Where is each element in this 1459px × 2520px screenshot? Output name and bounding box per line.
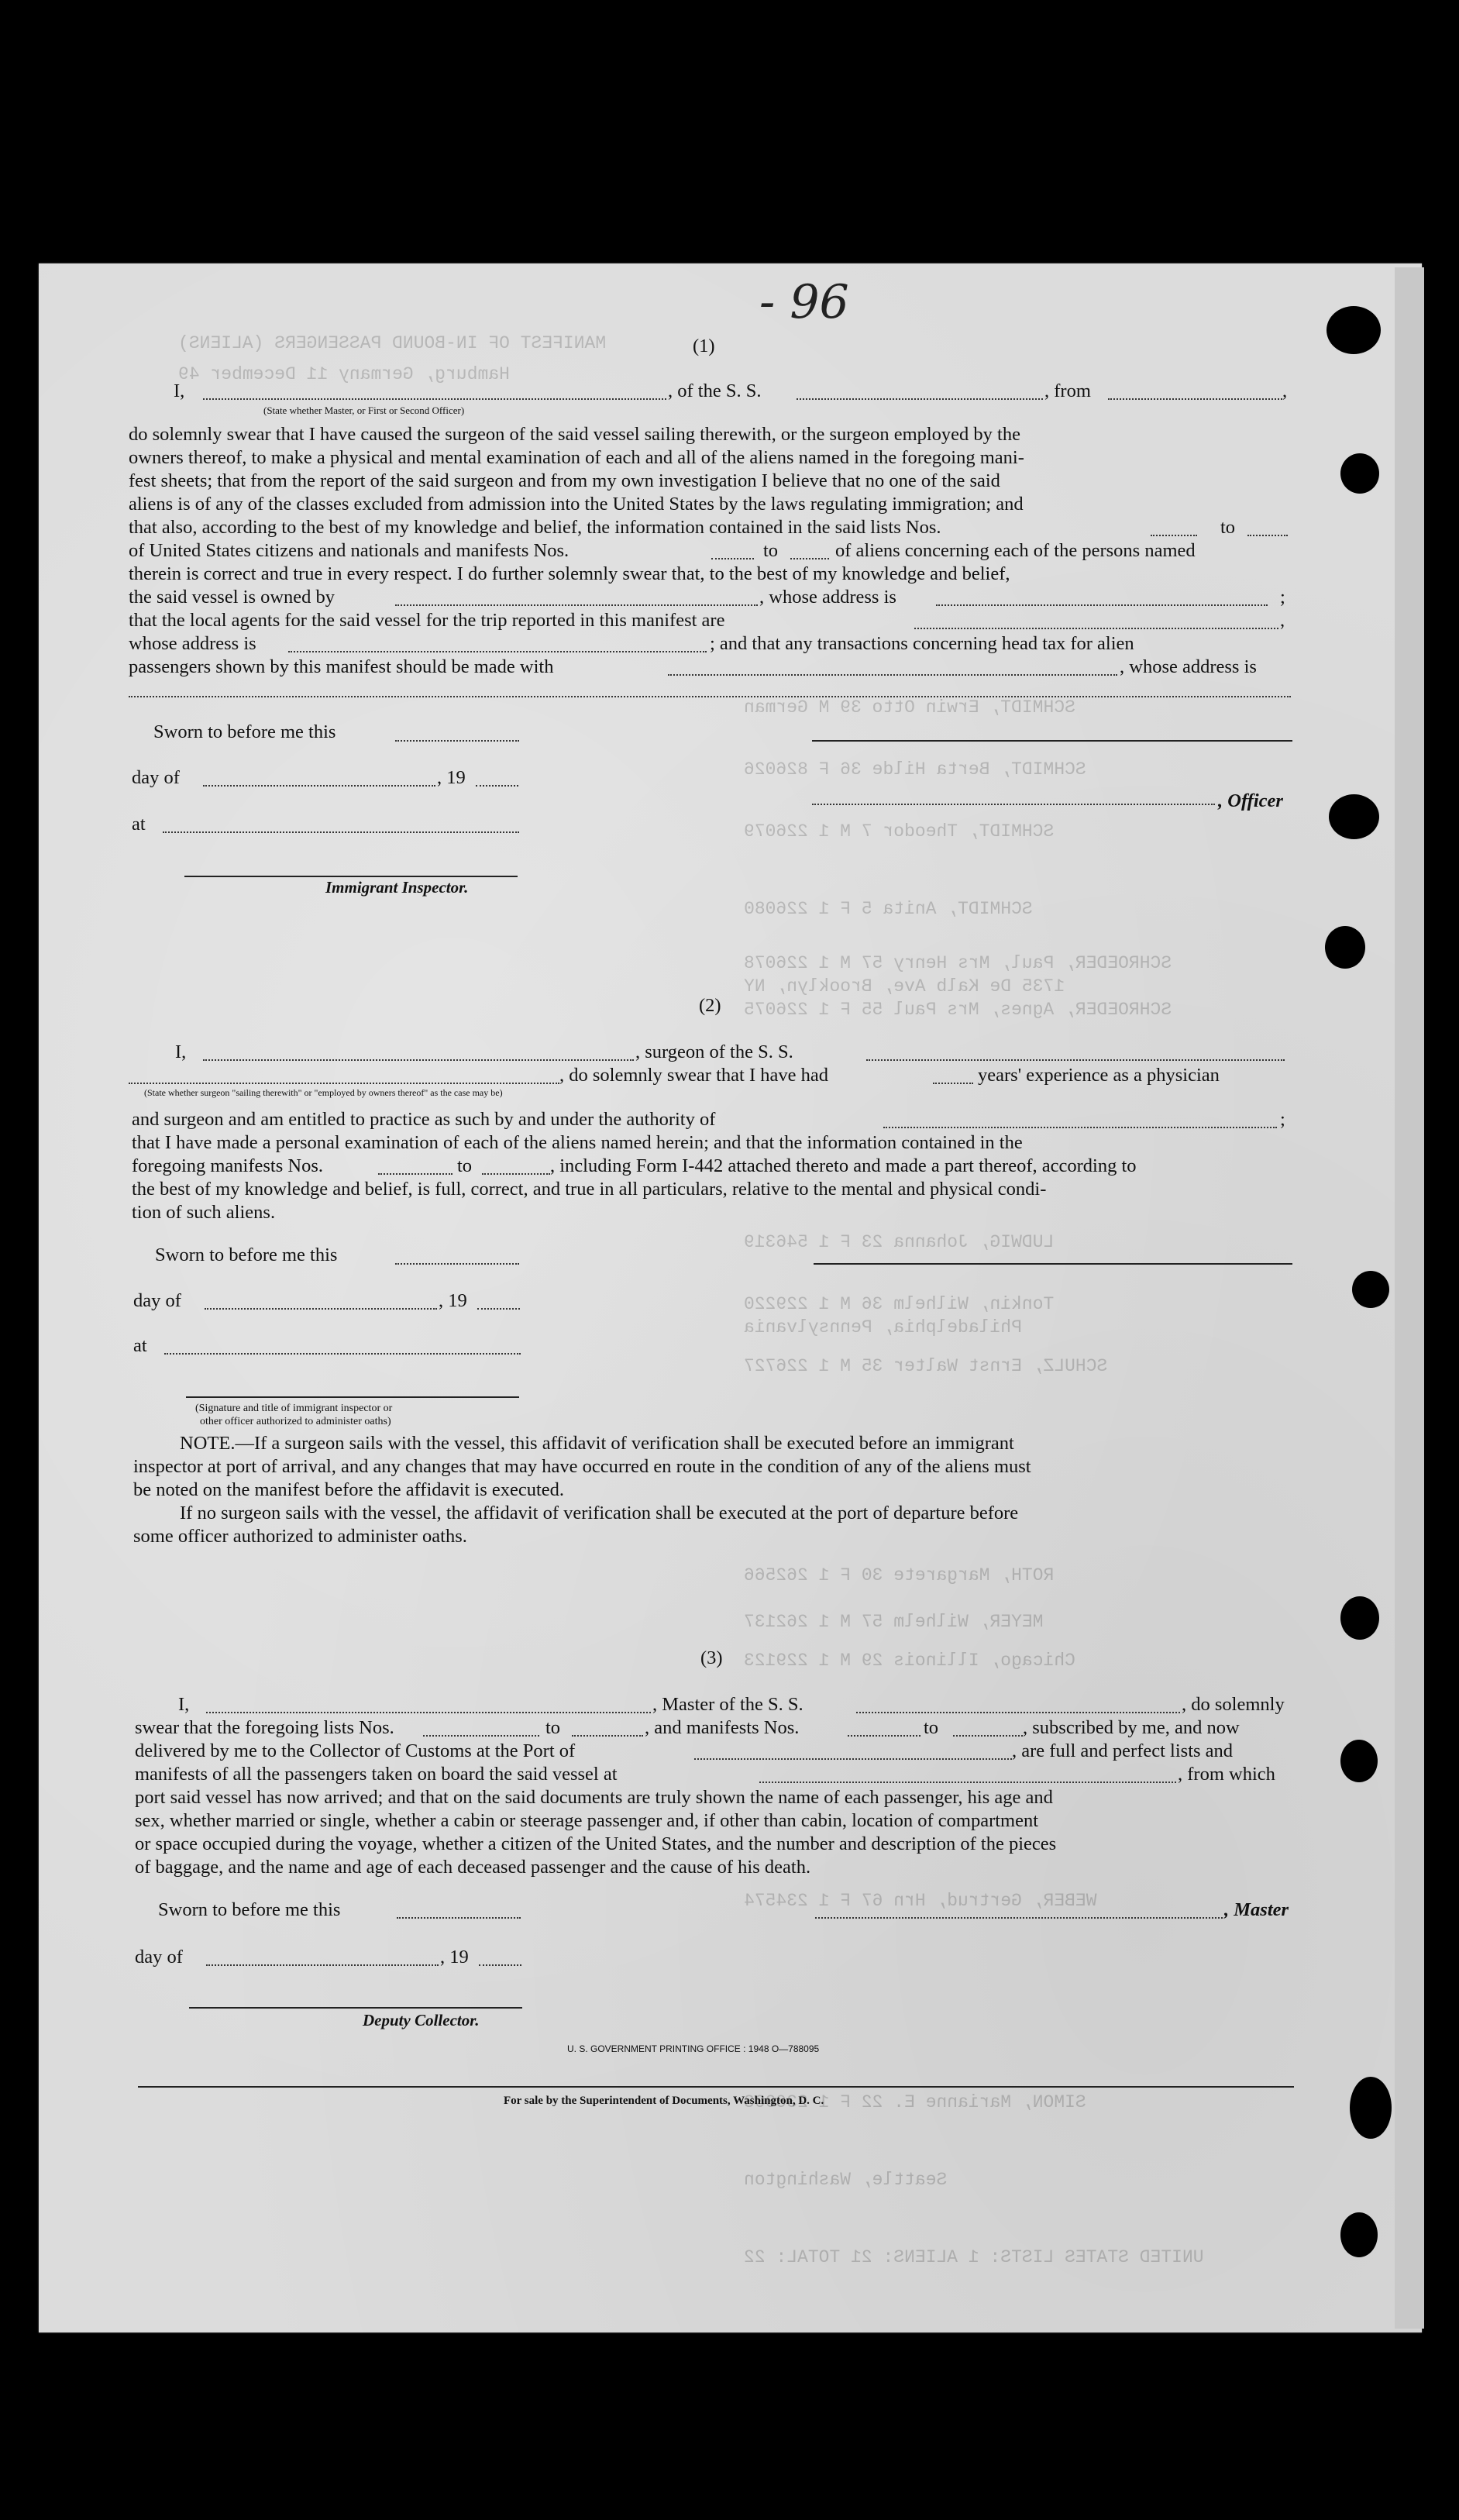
page-edge: [1395, 267, 1424, 2329]
bleed-through-line: 1735 De Kalb Ave, Brooklyn, NY: [744, 976, 1065, 997]
handwritten-page-mark: - 96: [759, 275, 849, 329]
text: years' experience as a physician: [978, 1065, 1220, 1086]
section-number: (1): [693, 336, 715, 356]
blank-field: [206, 1712, 651, 1713]
paragraph-line: therein is correct and true in every respect. I do further solemnly swear that, to the best of my knowledge and belief,: [129, 563, 1010, 584]
text: foregoing manifests Nos.: [132, 1155, 323, 1176]
day-of-label: day of: [135, 1947, 183, 1967]
paragraph-line: that I have made a personal examination of each of the aliens named herein; and that the information contained in the: [132, 1132, 1023, 1153]
text: passengers shown by this manifest should be made with: [129, 656, 554, 677]
text: , from which: [1178, 1764, 1275, 1785]
bleed-through-line: MEYER, Wilhelm 57 M 1 262137: [744, 1612, 1044, 1632]
blank-field: [572, 1735, 643, 1737]
bleed-through-line: MANIFEST OF IN-BOUND PASSENGERS (ALIENS): [178, 333, 607, 353]
bleed-through-line: Chicago, Illinois 29 M 1 229123: [744, 1651, 1075, 1671]
text: I,: [174, 380, 185, 401]
sworn-label: Sworn to before me this: [158, 1899, 341, 1920]
text: ;: [1280, 587, 1285, 608]
sworn-label: Sworn to before me this: [155, 1245, 338, 1265]
text: , surgeon of the S. S.: [635, 1041, 793, 1062]
text: that the local agents for the said vessel for the trip reported in this manifest are: [129, 610, 725, 631]
blank-field: [378, 1173, 452, 1175]
bleed-through-line: SIMON, Marianne E. 22 F 1 236003: [744, 2092, 1086, 2112]
paragraph-line: the best of my knowledge and belief, is full, correct, and true in all particulars, relative to the mental and physical condi-: [132, 1179, 1047, 1200]
bleed-through-line: WEBER, Gertrud, Hrn 67 F 1 234574: [744, 1891, 1097, 1911]
blank-field: [1151, 535, 1197, 536]
paragraph-line: aliens is of any of the classes excluded from admission into the United States by the laws regulating immigration; and: [129, 494, 1024, 515]
text: , Master of the S. S.: [652, 1694, 803, 1715]
sale-note: For sale by the Superintendent of Documents, Washington, D. C.: [504, 2095, 824, 2107]
bleed-through-line: ROTH, Margarete 30 F 1 262566: [744, 1565, 1055, 1585]
text: to: [763, 540, 779, 561]
blank-field: [423, 1735, 539, 1737]
day-of-label: day of: [133, 1290, 181, 1311]
text: ,: [1280, 610, 1285, 631]
blank-field: [477, 1308, 520, 1310]
blank-field: [163, 831, 519, 833]
text: I,: [175, 1041, 187, 1062]
blank-field: [694, 1758, 1012, 1760]
blank-field: [790, 558, 829, 559]
note-line: be noted on the manifest before the affidavit is executed.: [133, 1479, 565, 1500]
text: , whose address is: [759, 587, 896, 608]
text: swear that the foregoing lists Nos.: [135, 1717, 394, 1738]
blank-field: [397, 1917, 521, 1919]
field-note: (State whether surgeon "sailing therewith" or "employed by owners thereof" as the case may be): [144, 1087, 503, 1098]
blank-field: [129, 696, 1291, 697]
at-label: at: [133, 1335, 147, 1356]
bleed-through-line: Hamburg, Germany 11 December 49: [178, 364, 510, 384]
inspector-label: Immigrant Inspector.: [325, 878, 469, 897]
paragraph-line: or space occupied during the voyage, whether a citizen of the United States, and the number and description of the pieces: [135, 1833, 1057, 1854]
text: to: [1220, 517, 1236, 538]
note-line: some officer authorized to administer oaths.: [133, 1526, 467, 1547]
master-label: , Master: [1224, 1899, 1289, 1920]
paragraph-line: that also, according to the best of my knowledge and belief, the information contained in the said lists Nos.: [129, 517, 941, 538]
paragraph-line: tion of such aliens.: [132, 1202, 276, 1223]
text: to: [545, 1717, 561, 1738]
text: ,: [1282, 380, 1288, 401]
blank-field: [479, 1964, 521, 1966]
blank-field: [1108, 398, 1282, 400]
text: and surgeon and am entitled to practice as such by and under the authority of: [132, 1109, 716, 1130]
collector-label: Deputy Collector.: [363, 2011, 480, 2029]
year-label: , 19: [439, 1290, 467, 1311]
printing-office: U. S. GOVERNMENT PRINTING OFFICE : 1948 O—788095: [567, 2043, 820, 2054]
text: , whose address is: [1120, 656, 1257, 677]
text: manifests of all the passengers taken on board the said vessel at: [135, 1764, 618, 1785]
text: to: [457, 1155, 473, 1176]
text: , of the S. S.: [668, 380, 762, 401]
blank-field: [203, 1059, 634, 1061]
punch-hole: [1329, 794, 1379, 839]
bleed-through-line: Tonkin, Wilhelm 36 M 1 229220: [744, 1294, 1055, 1314]
bleed-through-line: Philadelphia, Pennsylvania: [744, 1317, 1022, 1337]
year-label: , 19: [437, 767, 466, 788]
blank-field: [866, 1059, 1285, 1061]
signature-caption: other officer authorized to administer oaths): [200, 1416, 391, 1427]
text: I,: [178, 1694, 190, 1715]
officer-label: , Officer: [1218, 790, 1283, 811]
bleed-through-line: SCHULZ, Ernst Walter 35 M 1 226727: [744, 1356, 1108, 1376]
text: , are full and perfect lists and: [1012, 1740, 1234, 1761]
note-line: If no surgeon sails with the vessel, the affidavit of verification shall be executed at the port of departure before: [180, 1503, 1019, 1523]
blank-field: [203, 398, 666, 400]
text: , subscribed by me, and now: [1023, 1717, 1240, 1738]
signature-caption: (Signature and title of immigrant inspector or: [195, 1403, 393, 1414]
bleed-through-line: LUDWIG, Johanna 23 F 1 546319: [744, 1232, 1055, 1252]
text: , including Form I-442 attached thereto and made a part thereof, according to: [550, 1155, 1137, 1176]
punch-hole: [1340, 2212, 1378, 2257]
section-number: (3): [700, 1647, 723, 1668]
blank-field: [668, 674, 1117, 676]
blank-field: [936, 604, 1268, 606]
text: , do solemnly swear that I have had: [559, 1065, 828, 1086]
blank-field: [205, 1308, 437, 1310]
section-number: (2): [699, 995, 721, 1016]
blank-field: [815, 1917, 1223, 1919]
blank-field: [812, 804, 1215, 805]
punch-hole: [1340, 1740, 1378, 1782]
bleed-through-line: SCHMIDT, Theodor 7 M 1 226079: [744, 821, 1055, 842]
punch-hole: [1340, 1596, 1379, 1640]
blank-field: [933, 1083, 973, 1084]
blank-field: [395, 740, 519, 742]
blank-field: [914, 628, 1278, 629]
text: delivered by me to the Collector of Customs at the Port of: [135, 1740, 576, 1761]
bleed-through-line: SCHMIDT, Anita 5 F 1 226080: [744, 899, 1033, 919]
bleed-through-line: SCHROEDER, Paul, Mrs Henry 57 M 1 226078: [744, 953, 1172, 973]
blank-field: [1247, 535, 1288, 536]
blank-field: [288, 651, 707, 652]
blank-field: [203, 785, 435, 787]
punch-hole: [1352, 1271, 1389, 1308]
text: of aliens concerning each of the persons named: [835, 540, 1196, 561]
text: , and manifests Nos.: [645, 1717, 800, 1738]
blank-field: [164, 1353, 521, 1355]
paragraph-line: port said vessel has now arrived; and that on the said documents are truly shown the name of each passenger, his age and: [135, 1787, 1053, 1808]
field-note: (State whether Master, or First or Second Officer): [263, 405, 465, 416]
text: , from: [1044, 380, 1091, 401]
blank-field: [129, 1083, 559, 1084]
paragraph-line: do solemnly swear that I have caused the surgeon of the said vessel sailing therewith, or the surgeon employed by the: [129, 424, 1020, 445]
text: to: [924, 1717, 939, 1738]
at-label: at: [132, 814, 146, 835]
paragraph-line: sex, whether married or single, whether a cabin or steerage passenger and, if other than cabin, location of compartment: [135, 1810, 1039, 1831]
paragraph-line: owners thereof, to make a physical and mental examination of each and all of the aliens named in the foregoing mani-: [129, 447, 1024, 468]
bleed-through-line: Seattle, Washington: [744, 2170, 948, 2190]
blank-field: [797, 398, 1043, 400]
signature-line: [814, 1263, 1292, 1265]
punch-hole: [1340, 453, 1379, 494]
bleed-through-line: SCHMIDT, Erwin Otto 39 M German: [744, 697, 1075, 718]
year-label: , 19: [440, 1947, 469, 1967]
blank-field: [395, 604, 758, 606]
text: ;: [1280, 1109, 1285, 1130]
blank-field: [482, 1173, 550, 1175]
paragraph-line: fest sheets; that from the report of the said surgeon and from my own investigation I believe that no one of the said: [129, 470, 1000, 491]
punch-hole: [1327, 306, 1381, 354]
sworn-label: Sworn to before me this: [153, 721, 336, 742]
bleed-through-line: SCHMIDT, Berta Hilde 36 F 826026: [744, 759, 1086, 780]
bleed-through-line: UNITED STATES LISTS: 1 ALIENS: 21 TOTAL: 22: [744, 2247, 1204, 2267]
blank-field: [953, 1735, 1023, 1737]
text: ; and that any transactions concerning head tax for alien: [710, 633, 1134, 654]
blank-field: [206, 1964, 439, 1966]
blank-field: [395, 1263, 519, 1265]
day-of-label: day of: [132, 767, 180, 788]
blank-field: [711, 558, 754, 559]
paragraph-line: of baggage, and the name and age of each deceased passenger and the cause of his death.: [135, 1857, 811, 1878]
blank-field: [856, 1712, 1180, 1713]
punch-hole: [1350, 2077, 1392, 2139]
bleed-through-line: SCHROEDER, Agnes, Mrs Paul 55 F 1 226075: [744, 1000, 1172, 1020]
text: , do solemnly: [1182, 1694, 1285, 1715]
signature-line: [186, 1396, 519, 1398]
footer-rule: [138, 2086, 1294, 2088]
text: the said vessel is owned by: [129, 587, 336, 608]
blank-field: [476, 785, 518, 787]
signature-line: [812, 740, 1292, 742]
punch-hole: [1325, 926, 1365, 969]
paragraph-line: of United States citizens and nationals and manifests Nos.: [129, 540, 569, 561]
blank-field: [883, 1127, 1277, 1128]
note-line: NOTE.—If a surgeon sails with the vessel, this affidavit of verification shall be executed before an immigrant: [180, 1433, 1014, 1454]
blank-field: [759, 1782, 1176, 1783]
note-line: inspector at port of arrival, and any changes that may have occurred en route in the condition of any of the aliens must: [133, 1456, 1031, 1477]
blank-field: [848, 1735, 920, 1737]
text: whose address is: [129, 633, 256, 654]
